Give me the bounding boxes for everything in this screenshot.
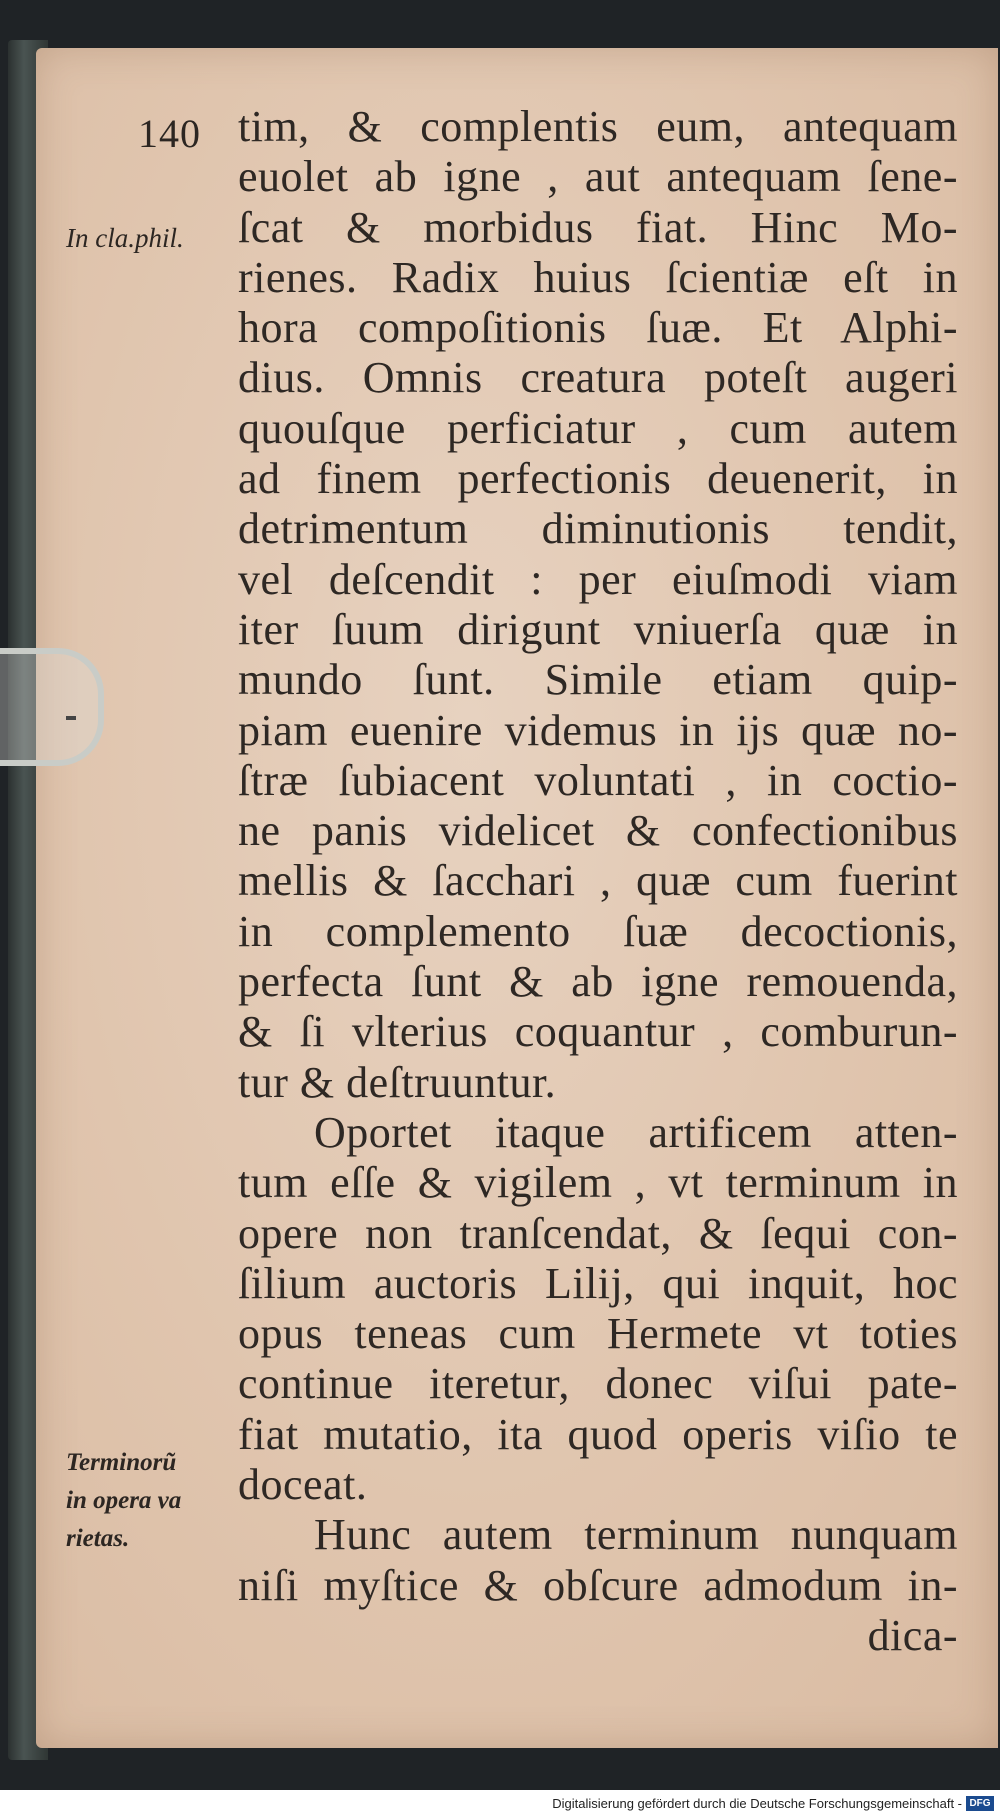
catchword: dica- [867,1610,958,1660]
margin-note-2: Terminorũ in opera va rietas. [66,1449,182,1552]
text-line: dius. Omnis creatura poteſt augeri [238,353,958,403]
text-line: iter ſuum dirigunt vniuerſa quæ in [238,604,958,654]
text-line: rienes. Radix huius ſcientiæ eſt in [238,252,958,302]
text-line: tim, & complentis eum, antequam [238,102,958,151]
text-line: mellis & ſacchari , quæ cum fuerint [238,856,958,906]
footer-credit: Digitalisierung gefördert durch die Deutsche Forschungsgemeinschaft - [552,1796,962,1811]
text-line: opere non tranſcendat, & ſequi con- [238,1208,958,1258]
text-line: ne panis videlicet & confectionibus [238,806,958,856]
text-line: continue iteretur, donec viſui pate- [238,1359,958,1409]
page-number: 140 [138,111,201,156]
clip-mark [66,716,76,720]
page-clip [0,648,104,766]
text-line: piam euenire videmus in ijs quæ no- [238,705,958,755]
text-line: ſcat & morbidus fiat. Hinc Mo- [238,202,958,252]
text-line: perfecta ſunt & ab igne remouenda, [238,957,958,1007]
text-line: niſi myſtice & obſcure admodum in- [238,1560,958,1610]
text-line: euolet ab igne , aut antequam ſene- [238,152,958,202]
text-line: fiat mutatio, ita quod operis viſio te [238,1409,958,1459]
text-line: vel deſcendit : per eiuſmodi viam [238,554,958,604]
text-line: Hunc autem terminum nunquam [314,1510,958,1560]
text-line: & ſi vlterius coquantur , comburun- [238,1007,958,1057]
digitization-footer [0,1790,1000,1817]
text-line: in complemento ſuæ decoctionis, [238,906,958,956]
text-line: hora compoſitionis ſuæ. Et Alphi- [238,303,958,353]
text-line: mundo ſunt. Simile etiam quip- [238,655,958,705]
text-line: quouſque perficiatur , cum autem [238,403,958,453]
text-line: tur & deſtruuntur. [238,1057,557,1107]
text-line: opus teneas cum Hermete vt toties [238,1309,958,1359]
text-line: ad finem perfectionis deuenerit, in [238,454,958,504]
text-line: ſilium auctoris Lilij, qui inquit, hoc [238,1258,958,1308]
text-line: Oportet itaque artificem atten- [314,1107,958,1157]
dfg-logo: DFG [966,1796,994,1811]
body-text [238,102,958,1661]
text-line: detrimentum diminutionis tendit, [238,504,958,554]
text-line: tum eſſe & vigilem , vt terminum in [238,1158,958,1208]
margin-note-1: In cla.phil. [66,223,184,253]
text-line: ſtræ ſubiacent voluntati , in coctio- [238,755,958,805]
text-line: doceat. [238,1460,368,1510]
